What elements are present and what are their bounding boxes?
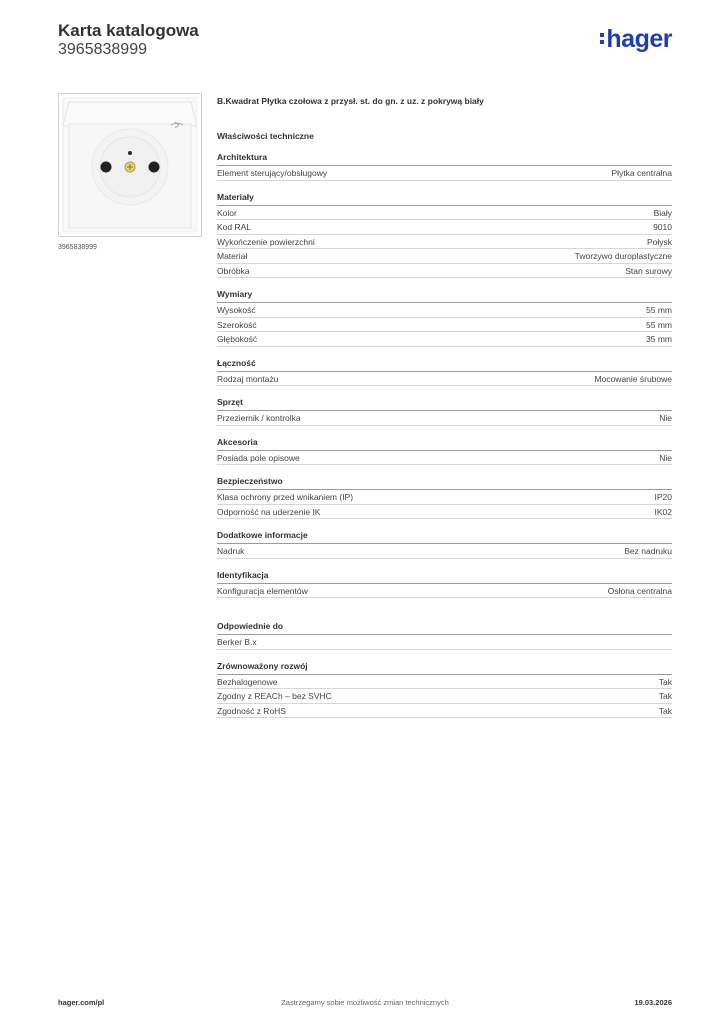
section-title: Zrównoważony rozwój — [217, 661, 672, 675]
spec-value: 9010 — [653, 222, 672, 232]
spec-section — [217, 476, 672, 519]
section-title: Architektura — [217, 152, 672, 166]
spec-row — [217, 206, 672, 221]
spec-value: Tworzywo duroplastyczne — [574, 251, 672, 261]
specification-sections — [217, 152, 672, 598]
spec-label: Przeziernik / kontrolka — [217, 413, 301, 423]
footer-date: 19.03.2026 — [634, 998, 672, 1007]
properties-heading: Właściwości techniczne — [217, 131, 314, 141]
spec-row — [217, 490, 672, 505]
section-title: Odpowiednie do — [217, 621, 672, 635]
spec-value: IK02 — [654, 506, 672, 517]
spec-row — [217, 166, 672, 181]
spec-value: 55 mm — [646, 305, 672, 315]
spec-label: Element sterujący/obsługowy — [217, 168, 328, 178]
spec-row — [217, 505, 672, 520]
section-title: Wymiary — [217, 289, 672, 303]
footer-disclaimer: Zastrzegamy sobie możliwość zmian technicznych — [281, 998, 449, 1007]
spec-value: Tak — [658, 676, 672, 687]
spec-label: Zgodny z REACh – bez SVHC — [217, 691, 332, 701]
logo-dots-icon — [600, 33, 604, 44]
spec-section — [217, 397, 672, 426]
footer-website-link[interactable]: hager.com/pl — [58, 998, 105, 1007]
spec-value: Nie — [659, 452, 672, 463]
spec-value: Mocowanie śrubowe — [594, 373, 672, 384]
spec-section — [217, 570, 672, 599]
section-title: Dodatkowe informacje — [217, 530, 672, 544]
spec-value: Osłona centralna — [607, 585, 672, 596]
spec-row — [217, 544, 672, 559]
spec-row — [217, 372, 672, 387]
spec-value: Płytka centralna — [611, 168, 672, 178]
section-title: Łączność — [217, 358, 672, 372]
compatible-section — [217, 621, 672, 650]
spec-row — [217, 318, 672, 333]
spec-row — [217, 332, 672, 347]
specification-content — [217, 96, 672, 718]
section-title: Identyfikacja — [217, 570, 672, 584]
spec-value: Bez nadruku — [624, 546, 672, 556]
spec-label: Głębokość — [217, 334, 258, 344]
spec-value: Nie — [659, 413, 672, 423]
spec-label: Materiał — [217, 251, 248, 261]
spec-label: Zgodność z RoHS — [217, 705, 286, 716]
product-image — [58, 93, 202, 237]
product-number: 3965838999 — [58, 41, 147, 58]
section-title: Akcesoria — [217, 437, 672, 451]
spec-row — [217, 249, 672, 264]
spec-row — [217, 411, 672, 426]
spec-section — [217, 192, 672, 279]
spec-label: Posiada pole opisowe — [217, 452, 300, 463]
spec-value: Połysk — [646, 236, 672, 247]
spec-label: Odporność na uderzenie IK — [217, 506, 321, 517]
socket-plate-icon — [59, 94, 201, 236]
spec-label: Obróbka — [217, 265, 250, 276]
spec-label: Berker B.x — [217, 637, 257, 647]
spec-row — [217, 235, 672, 250]
spec-label: Kolor — [217, 207, 237, 218]
product-title: B.Kwadrat Płytka czołowa z przysł. st. do gn. z uz. z pokrywą biały — [217, 96, 484, 106]
spec-value: Biały — [653, 207, 672, 218]
spec-label: Wysokość — [217, 305, 256, 315]
spec-row — [217, 451, 672, 466]
spec-row — [217, 675, 672, 690]
spec-value: Tak — [658, 705, 672, 716]
spec-value: IP20 — [654, 492, 672, 502]
spec-row — [217, 220, 672, 235]
spec-label: Konfiguracja elementów — [217, 585, 308, 596]
spec-label: Klasa ochrony przed wnikaniem (IP) — [217, 492, 354, 502]
spec-row — [217, 689, 672, 704]
spec-value: 55 mm — [646, 319, 672, 330]
spec-label: Nadruk — [217, 546, 245, 556]
spec-label: Kod RAL — [217, 222, 252, 232]
spec-value: 35 mm — [646, 334, 672, 344]
spec-row — [217, 635, 672, 650]
spec-label: Bezhalogenowe — [217, 676, 278, 687]
logo-text: hager — [606, 25, 672, 53]
image-caption: 3965838999 — [58, 244, 97, 251]
sustainability-section — [217, 661, 672, 719]
section-title: Sprzęt — [217, 397, 672, 411]
spec-row — [217, 704, 672, 719]
spec-value: Stan surowy — [625, 265, 672, 276]
hager-logo — [600, 26, 672, 56]
document-title: Karta katalogowa — [58, 21, 199, 40]
spec-section — [217, 358, 672, 387]
spec-label: Wykończenie powierzchni — [217, 236, 315, 247]
spec-section — [217, 437, 672, 466]
spec-label: Szerokość — [217, 319, 257, 330]
spec-value: Tak — [658, 691, 672, 701]
spec-section — [217, 289, 672, 347]
spec-label: Rodzaj montażu — [217, 373, 279, 384]
spec-row — [217, 303, 672, 318]
spec-section — [217, 152, 672, 181]
section-title: Bezpieczeństwo — [217, 476, 672, 490]
spec-row — [217, 584, 672, 599]
section-title: Materiały — [217, 192, 672, 206]
spec-section — [217, 530, 672, 559]
spec-row — [217, 264, 672, 279]
page-header — [58, 21, 199, 59]
